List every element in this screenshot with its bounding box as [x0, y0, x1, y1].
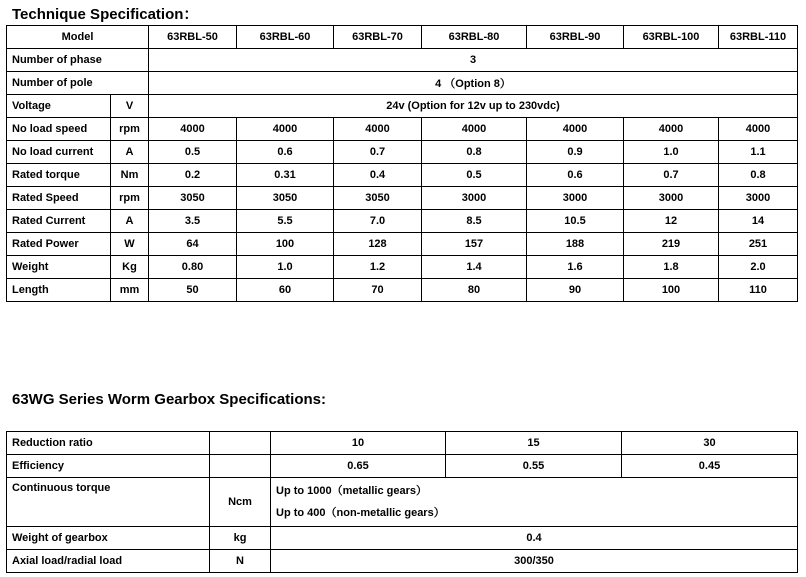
spec-title: Technique Specification： [12, 6, 199, 23]
motor-spec-table [6, 25, 798, 302]
spec-value: 0.31 [237, 164, 334, 187]
spec-value: 188 [527, 233, 624, 256]
spec-value: 5.5 [237, 210, 334, 233]
spec-row [7, 118, 798, 141]
spec-value: 157 [422, 233, 527, 256]
spec-value: 4000 [624, 118, 719, 141]
spec-value: 100 [624, 279, 719, 302]
spec-value: 3050 [334, 187, 422, 210]
row-unit: A [111, 141, 149, 164]
empty-unit-cell [210, 455, 271, 478]
spec-value: 4000 [527, 118, 624, 141]
spec-value: 1.0 [237, 256, 334, 279]
spec-data-rows [7, 118, 798, 302]
spec-value: 0.6 [527, 164, 624, 187]
spec-value: 80 [422, 279, 527, 302]
spec-value: 3000 [624, 187, 719, 210]
model-header: 63RBL-50 [149, 26, 237, 49]
pole-row [7, 72, 798, 95]
spec-value: 128 [334, 233, 422, 256]
gearbox-spec-table [6, 431, 798, 573]
row-label: Efficiency [7, 455, 210, 478]
spec-value: 8.5 [422, 210, 527, 233]
spec-value: 1.2 [334, 256, 422, 279]
row-label: Continuous torque [7, 478, 210, 527]
spec-value: 64 [149, 233, 237, 256]
row-label: Voltage [7, 95, 111, 118]
row-label: Number of phase [7, 49, 149, 72]
model-header-row [7, 26, 798, 49]
spec-value: 4000 [422, 118, 527, 141]
model-header: 63RBL-110 [719, 26, 798, 49]
row-label: Rated Speed [7, 187, 111, 210]
axial-load-row [7, 550, 798, 573]
row-label: No load speed [7, 118, 111, 141]
spec-value: 3050 [237, 187, 334, 210]
spec-value: 0.80 [149, 256, 237, 279]
spec-value: 219 [624, 233, 719, 256]
spec-value: 3.5 [149, 210, 237, 233]
empty-unit-cell [210, 432, 271, 455]
spec-value: 1.4 [422, 256, 527, 279]
gearbox-weight-row [7, 527, 798, 550]
row-label: Length [7, 279, 111, 302]
axial-value: 300/350 [271, 550, 798, 573]
spec-value: 0.8 [719, 164, 798, 187]
spec-row [7, 141, 798, 164]
spec-value: 1.6 [527, 256, 624, 279]
spec-value: 3000 [422, 187, 527, 210]
row-unit: V [111, 95, 149, 118]
spec-value: 0.5 [422, 164, 527, 187]
pole-value: 4 （Option 8） [149, 72, 798, 95]
row-label: Weight [7, 256, 111, 279]
spec-value: 70 [334, 279, 422, 302]
efficiency-row [7, 455, 798, 478]
model-header: 63RBL-70 [334, 26, 422, 49]
torque-value [271, 478, 798, 527]
spec-value: 90 [527, 279, 624, 302]
torque-line: Up to 400（non-metallic gears） [276, 507, 445, 519]
spec-value: 10.5 [527, 210, 624, 233]
spec-value: 2.0 [719, 256, 798, 279]
spec-value: 4000 [334, 118, 422, 141]
spec-value: 1.0 [624, 141, 719, 164]
spec-value: 0.2 [149, 164, 237, 187]
spec-value: 14 [719, 210, 798, 233]
spec-value: 7.0 [334, 210, 422, 233]
row-unit: rpm [111, 118, 149, 141]
voltage-value: 24v (Option for 12v up to 230vdc) [149, 95, 798, 118]
spec-value: 0.7 [334, 141, 422, 164]
row-label: Rated Power [7, 233, 111, 256]
ratio-value: 10 [271, 432, 446, 455]
spec-value: 3000 [527, 187, 624, 210]
spec-value: 0.7 [624, 164, 719, 187]
spec-row [7, 210, 798, 233]
row-label: Axial load/radial load [7, 550, 210, 573]
row-unit: kg [210, 527, 271, 550]
row-unit: N [210, 550, 271, 573]
row-unit: W [111, 233, 149, 256]
phase-value: 3 [149, 49, 798, 72]
model-header: 63RBL-90 [527, 26, 624, 49]
row-label: No load current [7, 141, 111, 164]
spec-value: 251 [719, 233, 798, 256]
spec-value: 4000 [237, 118, 334, 141]
gearbox-title: 63WG Series Worm Gearbox Specifications: [12, 391, 326, 408]
row-label: Weight of gearbox [7, 527, 210, 550]
phase-row [7, 49, 798, 72]
torque-line: Up to 1000（metallic gears） [276, 485, 428, 497]
row-label: Rated torque [7, 164, 111, 187]
spec-row [7, 233, 798, 256]
row-unit: A [111, 210, 149, 233]
model-label: Model [7, 26, 149, 49]
row-unit: Ncm [210, 478, 271, 527]
spec-value: 3000 [719, 187, 798, 210]
row-unit: Nm [111, 164, 149, 187]
ratio-value: 15 [446, 432, 622, 455]
row-unit: rpm [111, 187, 149, 210]
spec-value: 0.4 [334, 164, 422, 187]
spec-row [7, 187, 798, 210]
spec-value: 0.6 [237, 141, 334, 164]
spec-value: 1.1 [719, 141, 798, 164]
spec-value: 0.5 [149, 141, 237, 164]
row-label: Number of pole [7, 72, 149, 95]
spec-value: 110 [719, 279, 798, 302]
row-label: Reduction ratio [7, 432, 210, 455]
spec-value: 12 [624, 210, 719, 233]
spec-value: 100 [237, 233, 334, 256]
spec-value: 0.8 [422, 141, 527, 164]
spec-row [7, 256, 798, 279]
efficiency-value: 0.45 [622, 455, 798, 478]
weight-value: 0.4 [271, 527, 798, 550]
spec-value: 60 [237, 279, 334, 302]
voltage-row [7, 95, 798, 118]
row-unit: Kg [111, 256, 149, 279]
spec-value: 4000 [149, 118, 237, 141]
spec-value: 3050 [149, 187, 237, 210]
spec-value: 50 [149, 279, 237, 302]
model-header: 63RBL-100 [624, 26, 719, 49]
spec-row [7, 279, 798, 302]
model-header: 63RBL-60 [237, 26, 334, 49]
ratio-row [7, 432, 798, 455]
efficiency-value: 0.55 [446, 455, 622, 478]
spec-value: 4000 [719, 118, 798, 141]
spec-value: 0.9 [527, 141, 624, 164]
spec-value: 1.8 [624, 256, 719, 279]
ratio-value: 30 [622, 432, 798, 455]
spec-row [7, 164, 798, 187]
efficiency-value: 0.65 [271, 455, 446, 478]
row-unit: mm [111, 279, 149, 302]
model-header: 63RBL-80 [422, 26, 527, 49]
torque-row [7, 478, 798, 527]
row-label: Rated Current [7, 210, 111, 233]
